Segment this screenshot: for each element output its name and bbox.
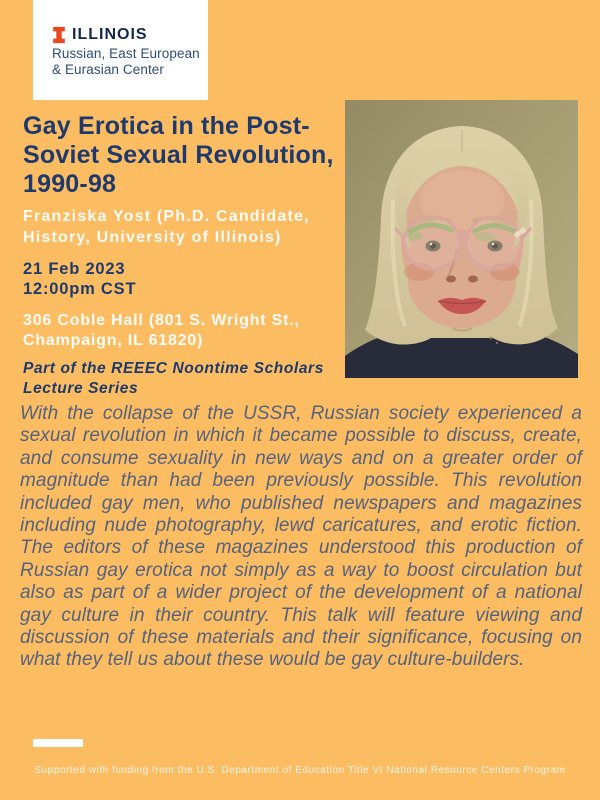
speaker-line2: History, University of Illinois) [23, 229, 282, 246]
lecture-series-note [23, 359, 324, 398]
illinois-wordmark: ILLINOIS [72, 26, 148, 43]
event-location [23, 311, 300, 351]
speaker-line1: Franziska Yost (Ph.D. Candidate, [23, 208, 310, 225]
illinois-logo [52, 26, 148, 44]
center-name-line1: Russian, East European [52, 46, 200, 61]
lecture-series-line1: Part of the REEEC Noontime Scholars [23, 360, 324, 377]
portrait-illustration [345, 100, 578, 378]
speaker-portrait-photo [345, 100, 578, 378]
speaker-name [23, 206, 310, 248]
center-name [52, 46, 200, 77]
event-title-line2: Soviet Sexual Revolution, [23, 141, 334, 169]
event-time: 12:00pm CST [23, 280, 137, 298]
event-location-line2: Champaign, IL 61820) [23, 332, 204, 349]
funding-note: Supported with funding from the U.S. Department of Education Title VI National Resource Centers Program [34, 765, 566, 776]
footer-accent-bar [33, 739, 83, 747]
event-description: With the collapse of the USSR, Russian society experienced a sexual revolution in which it became possible to discuss, create, and consume sexuality in new ways and on a greater order of magnitude than had been previously possible. This revolution included gay men, who published newspapers and magazines including nude photography, lewd caricatures, and erotic fiction. The editors of these magazines understood this production of Russian gay erotica not simply as a way to boost circulation but also as part of a wider project of the development of a national gay culture in their country. This talk will feature viewing and discussion of these materials and their significance, focusing on what they tell us about these would be gay culture-builders. [20, 403, 582, 671]
lecture-series-line2: Lecture Series [23, 379, 139, 397]
event-title-line3: 1990-98 [23, 170, 117, 198]
illinois-block-i-icon [52, 26, 66, 44]
event-location-line1: 306 Coble Hall (801 S. Wright St., [23, 312, 300, 329]
event-title-line1: Gay Erotica in the Post- [23, 112, 310, 140]
university-logo-box [33, 0, 208, 100]
center-name-line2: & Eurasian Center [52, 61, 165, 77]
event-date: 21 Feb 2023 [23, 260, 126, 278]
event-title [23, 112, 334, 199]
event-datetime [23, 259, 136, 299]
